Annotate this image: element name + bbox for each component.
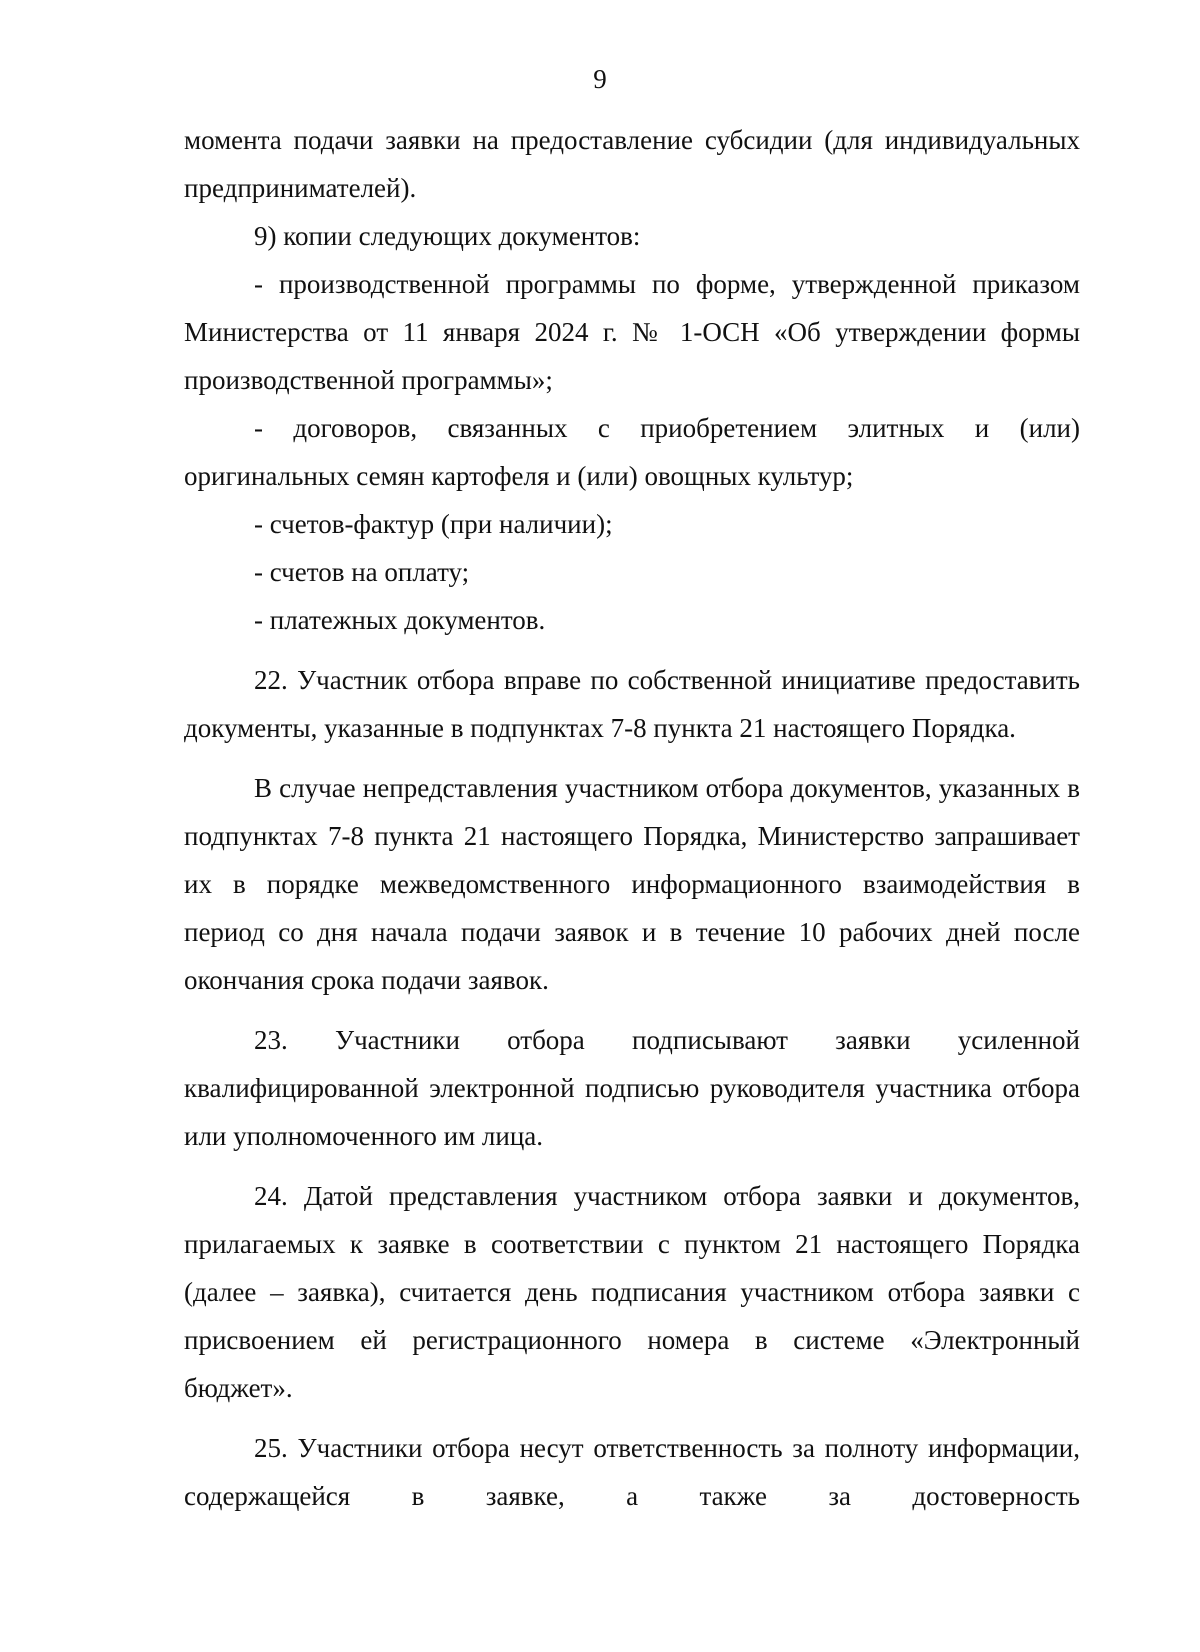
page-number: 9 [593,64,607,94]
paragraph-invoices: - счетов-фактур (при наличии); [254,509,613,539]
paragraph-non-submission: В случае непредставления участником отбора документов, указанных в подпунктах 7-8 пункта 21 настоящего Порядка, Министерство запрашивает их в порядке межведомственного информационного взаимодействия в период со дня начала подачи заявок и в течение 10 рабочих дней после окончания срока подачи заявок. [184,773,1080,995]
paragraph-production-program: - производственной программы по форме, утвержденной приказом Министерства от 11 января 2024 г. № 1-ОСН «Об утверждении формы производственной программы»; [184,269,1080,395]
paragraph-24: 24. Датой представления участником отбора заявки и документов, прилагаемых к заявке в соответствии с пунктом 21 настоящего Порядка (далее – заявка), считается день подписания участником отбора заявки с присвоением ей регистрационного номера в системе «Электронный бюджет». [184,1181,1080,1403]
paragraph-payment-documents: - платежных документов. [254,605,546,635]
paragraph-25: 25. Участники отбора несут ответственность за полноту информации, содержащейся в заявке, а также за достоверность [184,1433,1080,1511]
document-body [184,116,1080,1520]
paragraph-22: 22. Участник отбора вправе по собственной инициативе предоставить документы, указанные в подпунктах 7-8 пункта 21 настоящего Порядка. [184,665,1080,743]
paragraph-payment-bills: - счетов на оплату; [254,557,470,587]
paragraph-item-9: 9) копии следующих документов: [254,221,641,251]
paragraph-23: 23. Участники отбора подписывают заявки усиленной квалифицированной электронной подписью руководителя участника отбора или уполномоченного им лица. [184,1025,1080,1151]
paragraph-continuation: момента подачи заявки на предоставление субсидии (для индивидуальных предпринимателей). [184,125,1080,203]
paragraph-contracts: - договоров, связанных с приобретением элитных и (или) оригинальных семян картофеля и (или) овощных культур; [184,413,1080,491]
